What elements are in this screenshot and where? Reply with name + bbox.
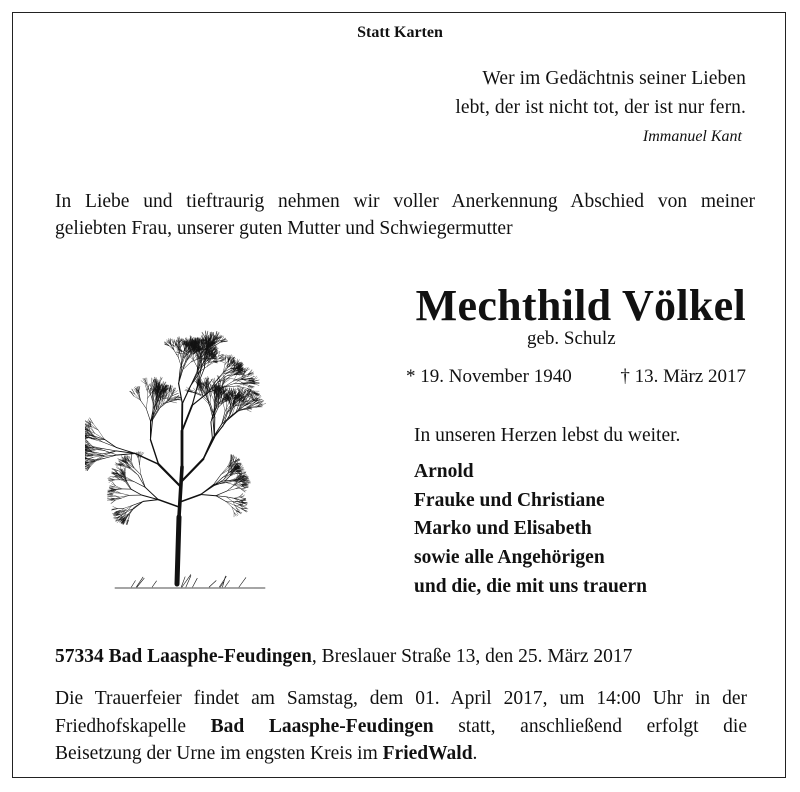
survivor-item: Arnold [414, 461, 474, 482]
survivors-list [414, 458, 647, 602]
funeral-line-3 [55, 740, 747, 768]
memorial-line: In unseren Herzen lebst du weiter. [414, 425, 681, 446]
survivor-item: und die, die mit uns trauern [414, 575, 647, 597]
intro-line-2: geliebten Frau, unserer guten Mutter und Schwiegermutter [55, 218, 513, 239]
tree-icon [85, 292, 315, 592]
maiden-name: geb. Schulz [527, 328, 616, 349]
birth-date: * 19. November 1940 [406, 366, 572, 387]
funeral-friedwald: FriedWald [382, 743, 473, 764]
address-line [55, 646, 632, 668]
funeral-line-1: Die Trauerfeier findet am Samstag, dem 01. April 2017, um 14:00 Uhr in der [55, 688, 747, 709]
quote-line-1: Wer im Gedächtnis seiner Lieben [482, 68, 746, 89]
survivor-item: sowie alle Angehörigen [414, 547, 605, 569]
funeral-text: Beisetzung der Urne im engsten Kreis im [55, 743, 383, 764]
funeral-text: Friedhofskapelle [55, 715, 211, 737]
survivor-item: Frauke und Christiane [414, 489, 605, 511]
survivor-item: Marko und Elisabeth [414, 518, 592, 540]
deceased-name: Mechthild Völkel [415, 281, 746, 330]
header-title: Statt Karten [357, 24, 443, 41]
intro-line-1: In Liebe und tieftraurig nehmen wir voller Anerkennung Abschied von meiner [55, 191, 755, 212]
quote-line-2: lebt, der ist nicht tot, der ist nur fern. [455, 97, 746, 118]
funeral-info [55, 685, 747, 768]
death-date: † 13. März 2017 [620, 366, 746, 387]
intro-text [55, 188, 755, 242]
quote-author: Immanuel Kant [642, 128, 742, 145]
funeral-text: . [472, 743, 478, 764]
funeral-place: Bad Laasphe-Feudingen [210, 715, 434, 737]
address-city: 57334 Bad Laasphe-Feudingen [55, 646, 312, 667]
funeral-line-2 [55, 713, 747, 741]
funeral-text: statt, anschließend erfolgt die [433, 715, 747, 737]
address-rest: , Breslauer Straße 13, den 25. März 2017 [311, 646, 633, 667]
